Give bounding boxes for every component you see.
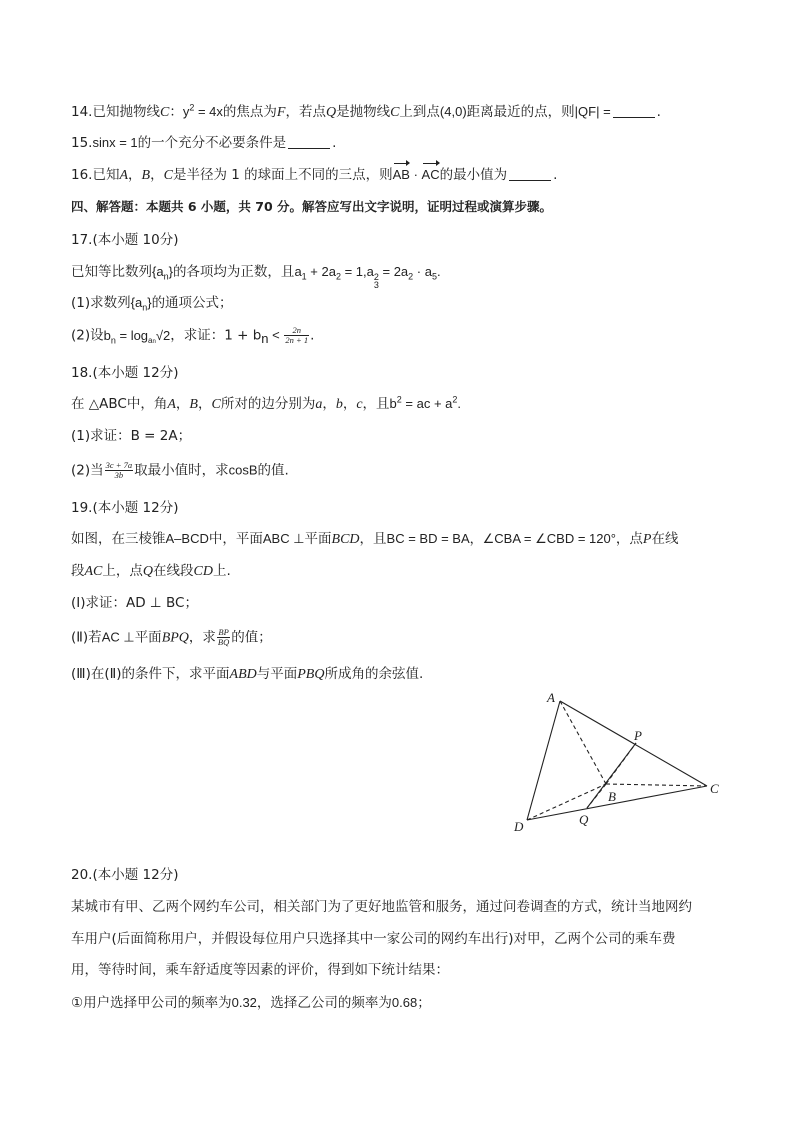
label-q: Q — [579, 812, 589, 827]
question-20-line-2: 车用户(后面简称用户，并假设每位用户只选择其中一家公司的网约车出行)对甲，乙两个公司的乘车费 — [71, 931, 676, 947]
edge-dc — [527, 786, 707, 820]
question-20-line-3: 用，等待时间，乘车舒适度等因素的评价，得到如下统计结果： — [71, 962, 449, 978]
vector-ac: AC — [421, 167, 440, 182]
question-18-part-1: (1)求证：B = 2A； — [71, 428, 192, 444]
label-c: C — [710, 781, 719, 796]
pyramid-figure — [505, 688, 735, 838]
question-17-heading: 17.(本小题 10分) — [71, 232, 179, 248]
question-17-part-1: (1)求数列$\{a_n\}$的通项公式； — [71, 295, 233, 313]
question-19-part-1: (Ⅰ)求证：AD ⊥ BC； — [71, 595, 198, 611]
question-19-part-3: (Ⅲ)在(Ⅱ)的条件下，求平面ABD与平面PBQ所成角的余弦值. — [71, 666, 424, 682]
fraction-3c-7a: $\frac{3c + 7a}{3b}$ — [105, 460, 133, 480]
edge-ac — [560, 701, 707, 786]
vector-ab: AB — [392, 167, 410, 182]
answer-blank-15 — [288, 135, 330, 149]
answer-blank-14 — [613, 104, 655, 118]
question-19-part-2: (Ⅱ)若AC ⊥平面BPQ，求 $\frac{BP}{BQ}$ 的值； — [71, 627, 272, 647]
question-15: 15.sinx = 1的一个充分不必要条件是 . — [71, 135, 337, 151]
answer-blank-16 — [509, 167, 551, 181]
question-19-heading: 19.(本小题 12分) — [71, 500, 179, 516]
question-17-stem: 已知等比数列$\{a_n\}$的各项均为正数，且$a_1 + 2a_2 = 1,a$ 2 3 = $2a_2 \cdot a_5$. — [71, 264, 441, 290]
question-18-stem: 在 △ABC中，角A，B，C所对的边分别为a，b，c，且$b^2$ = ac + $a^2$. — [71, 394, 462, 412]
edge-db — [527, 784, 606, 820]
label-d: D — [514, 819, 524, 834]
section-heading: 四、解答题：本题共 6 小题，共 70 分。解答应写出文字说明，证明过程或演算步骤。 — [71, 199, 553, 214]
fraction-bp-bq: $\frac{BP}{BQ}$ — [217, 627, 230, 647]
question-19-stem-line-2: 段AC上，点Q在线段CD上. — [71, 563, 231, 579]
fraction-2n: $\frac{2n}{2n + 1}$ — [285, 325, 309, 345]
question-20-line-4: ①用户选择甲公司的频率为0.32，选择乙公司的频率为0.68； — [71, 995, 431, 1011]
question-18-heading: 18.(本小题 12分) — [71, 365, 179, 381]
edge-ad — [527, 701, 560, 820]
edge-bc — [606, 784, 707, 786]
label-a: A — [547, 690, 555, 705]
question-16: 16.已知A，B，C是半径为 1 的球面上不同的三点，则AB · AC的最小值为 . — [71, 167, 558, 183]
label-p: P — [634, 728, 642, 743]
question-20-line-1: 某城市有甲、乙两个网约车公司，相关部门为了更好地监管和服务，通过问卷调查的方式，统计当地网约 — [71, 899, 692, 915]
question-20-heading: 20.(本小题 12分) — [71, 867, 179, 883]
question-14: 14.已知抛物线C：$y^2 = 4x$的焦点为F，若点Q是抛物线C上到点(4,0)距离最近的点，则|QF| = . — [71, 102, 661, 120]
question-17-part-2: (2)设$b_n = \log_{an}√2$，求证：$1 + b_n$ < $\frac{2n}{2n + 1}$ . — [71, 325, 315, 347]
question-18-part-2: (2)当 $\frac{3c + 7a}{3b}$ 取最小值时，求cosB的值. — [71, 460, 289, 480]
question-19-stem-line-1: 如图，在三棱锥A–BCD中，平面ABC ⊥平面BCD，且BC = BD = BA，∠CBA = ∠CBD = 120°，点P在线 — [71, 531, 679, 547]
edge-ab — [560, 701, 606, 784]
label-b: B — [608, 789, 616, 804]
